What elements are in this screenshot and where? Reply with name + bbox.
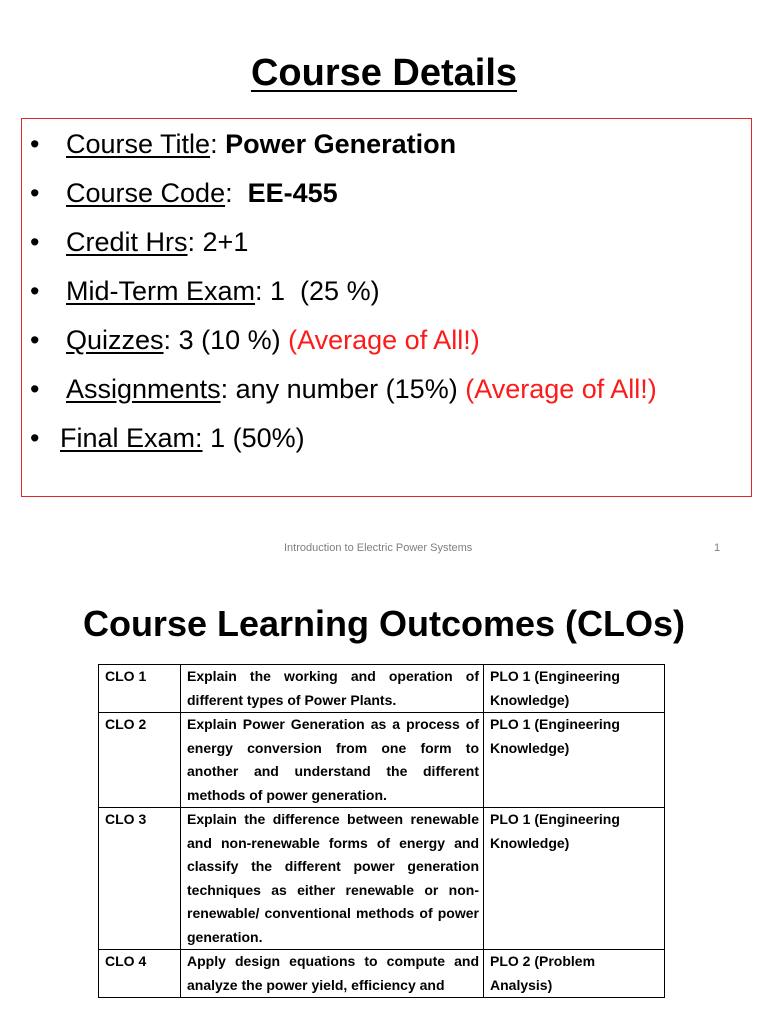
plo-cell: PLO 1 (Engineering Knowledge) (484, 713, 665, 808)
table-row (99, 713, 665, 808)
bullet-dot: • (30, 178, 40, 208)
bullet-quizzes (30, 320, 480, 360)
bullet-course-title (30, 124, 456, 164)
bullet-value: 1 (50%) (210, 423, 305, 453)
bullet-note: (Average of All!) (288, 325, 480, 355)
bullet-dot: • (30, 129, 40, 159)
course-details-box (21, 118, 752, 497)
bullet-dot: • (30, 374, 40, 404)
bullet-separator: : (220, 374, 236, 404)
clo-id-cell: CLO 4 (99, 950, 181, 998)
slide-title-course-details (0, 50, 768, 96)
bullet-value: 3 (10 %) (178, 325, 289, 355)
bullet-value: any number (15%) (235, 374, 466, 404)
bullet-label: Mid-Term Exam (66, 276, 256, 306)
slide-footer: Introduction to Electric Power Systems (284, 542, 473, 554)
bullet-label: Assignments (66, 374, 221, 404)
clo-description-cell: Explain the working and operation of different types of Power Plants. (181, 665, 484, 713)
clo-description-cell: Explain Power Generation as a process of energy conversion from one form to another and understand the different methods of power generation. (181, 713, 484, 808)
bullet-label: Quizzes (66, 325, 164, 355)
bullet-mid-term (30, 271, 380, 311)
plo-cell: PLO 1 (Engineering Knowledge) (484, 665, 665, 713)
bullet-value: 2+1 (202, 227, 249, 257)
bullet-label: Course Code (66, 178, 226, 208)
table-row (99, 950, 665, 998)
bullet-separator: : (225, 178, 248, 208)
slide-page-number: 1 (714, 542, 721, 554)
bullet-label: Final Exam: (60, 423, 203, 453)
plo-cell: PLO 2 (Problem Analysis) (484, 950, 665, 998)
bullet-course-code (30, 173, 338, 213)
clo-id-cell: CLO 3 (99, 808, 181, 950)
bullet-value: Power Generation (225, 129, 457, 159)
plo-cell: PLO 1 (Engineering Knowledge) (484, 808, 665, 950)
bullet-separator: : (255, 276, 271, 306)
table-row (99, 808, 665, 950)
bullet-dot: • (30, 227, 40, 257)
bullet-separator: : (187, 227, 203, 257)
bullet-final-exam (30, 418, 305, 458)
bullet-credit-hrs (30, 222, 248, 262)
bullet-assignments (30, 369, 657, 409)
table-row (99, 665, 665, 713)
slide-title-clos: Course Learning Outcomes (CLOs) (82, 603, 686, 644)
clo-id-cell: CLO 2 (99, 713, 181, 808)
slide-title-text: Course Details (250, 52, 518, 94)
clo-description-cell: Explain the difference between renewable and non-renewable forms of energy and classify the different power generation techniques as either renewable or non-renewable/ conventional methods of power generation. (181, 808, 484, 950)
bullet-dot: • (30, 276, 40, 306)
bullet-note: (Average of All!) (465, 374, 657, 404)
bullet-separator (203, 423, 211, 453)
clo-description-cell: Apply design equations to compute and analyze the power yield, efficiency and (181, 950, 484, 998)
bullet-separator: : (163, 325, 179, 355)
bullet-value: 1 (25 %) (270, 276, 380, 306)
clo-table (98, 664, 665, 998)
bullet-label: Course Title (66, 129, 211, 159)
bullet-separator: : (210, 129, 226, 159)
bullet-value: EE-455 (247, 178, 338, 208)
clo-id-cell: CLO 1 (99, 665, 181, 713)
bullet-dot: • (30, 423, 40, 453)
bullet-dot: • (30, 325, 40, 355)
bullet-label: Credit Hrs (66, 227, 188, 257)
